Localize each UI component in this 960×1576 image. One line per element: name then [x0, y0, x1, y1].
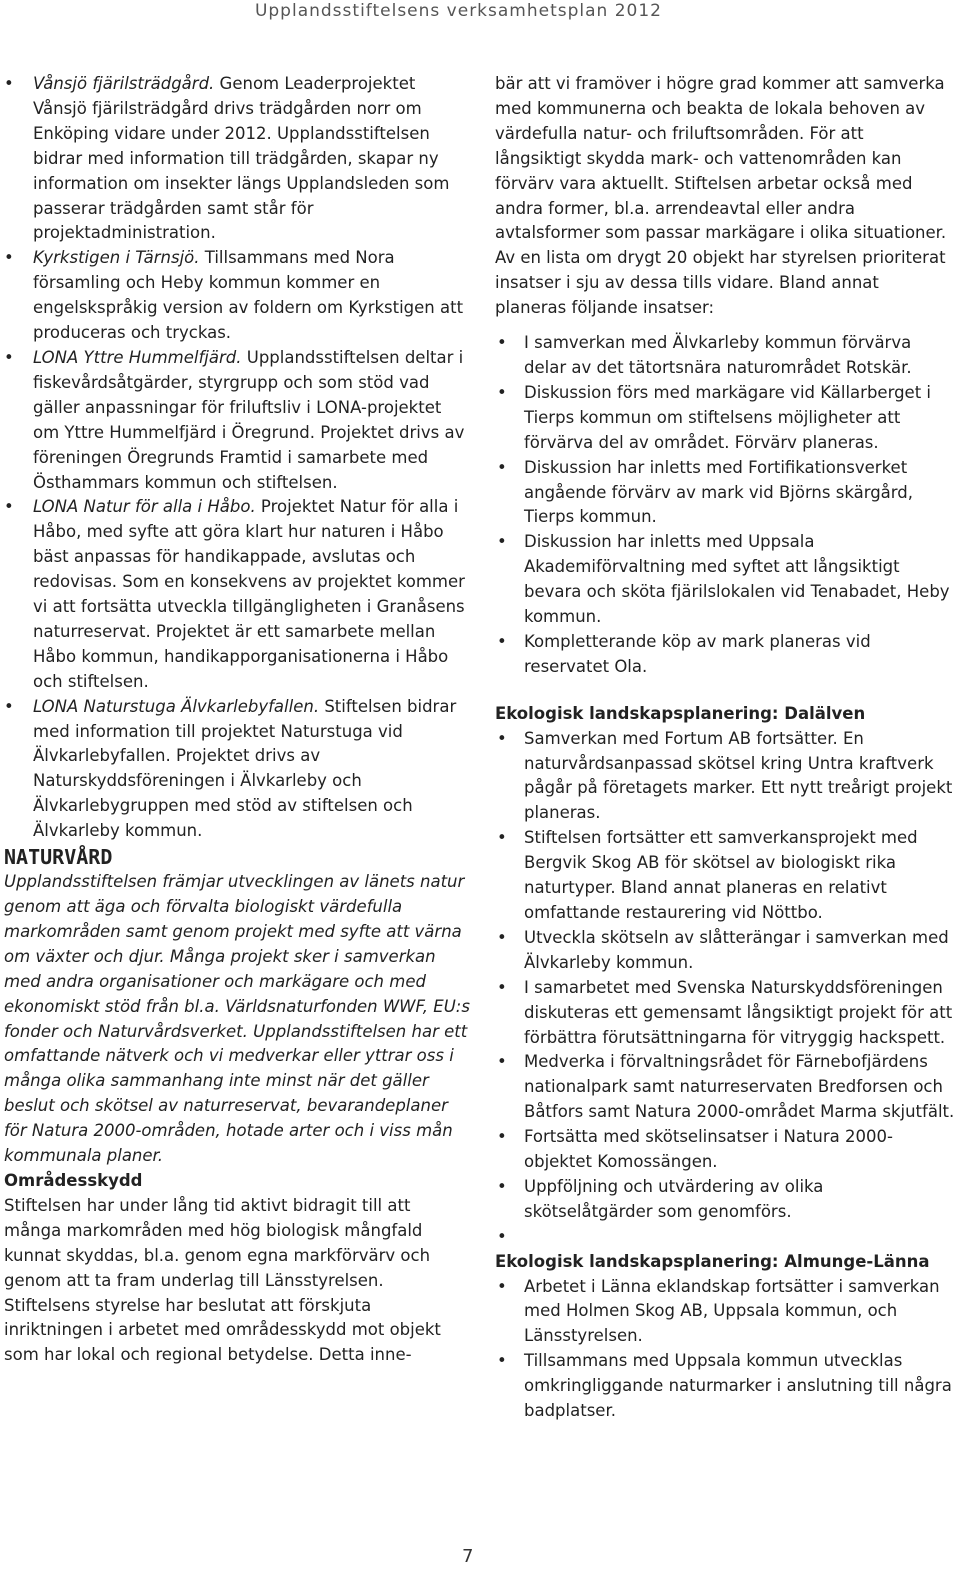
bullet-text: Stiftelsen bidrar med information till projektet Naturstuga vid Älvkarlebyfallen. Projektet drivs av Naturskyddsföreningen i Älvkarleby och Älvkarlebygruppen med stöd av stiftelsen och Älvkarleby kommun.: [33, 696, 457, 841]
bullet-text: Projektet Natur för alla i Håbo, med syfte att göra klart hur naturen i Håbo bäst anpassas för handikappade, avslutas och redovisas. Som en konsekvens av projektet kommer vi att fortsätta utveckla tillgängligheten i Granåsens naturreservat. Projektet är ett samarbete mellan Håbo kommun, handikapporganisationerna i Håbo och stiftelsen.: [33, 497, 465, 691]
bullet-lead: Kyrkstigen i Tärnsjö.: [33, 248, 200, 268]
right-column: [495, 72, 955, 1424]
list-item: • Fortsätta med skötselinsatser i Natura 2000-objektet Komossängen.: [495, 1125, 955, 1175]
list-item: • Utveckla skötseln av slåtterängar i samverkan med Älvkarleby kommun.: [495, 926, 955, 976]
list-item: • Diskussion har inletts med Fortifikationsverket angående förvärv av mark vid Björns skärgård, Tierps kommun.: [495, 456, 955, 531]
list-item: • I samverkan med Älvkarleby kommun förvärva delar av det tätortsnära naturområdet Rotskär.: [495, 331, 955, 381]
list-item: • Stiftelsen fortsätter ett samverkansprojekt med Bergvik Skog AB för skötsel av biologiskt rika naturtyper. Bland annat planeras en relativt omfattande restaurering vid Nöttbo.: [495, 826, 955, 926]
bullet-text: Tillsammans med Nora församling och Heby kommun kommer en engelskspråkig version av foldern om Kyrkstigen att produceras och tryckas.: [33, 248, 464, 343]
bullet-lead: Vånsjö fjärilsträdgård.: [33, 74, 215, 93]
bullet-text: Genom Leaderprojektet Vånsjö fjärilsträdgård drivs trädgården norr om Enköping vidare under 2012. Upplandsstiftelsen bidrar med information till trädgården, skapar ny information om insekter längs Upplandsleden som passerar trädgården samt står för projektadministration.: [33, 74, 450, 243]
list-item: [495, 1225, 955, 1250]
project-list: [4, 72, 472, 844]
list-item: [4, 72, 472, 246]
list-item: • Medverka i förvaltningsrådet för Färnebofjärdens nationalpark samt naturreservaten Bredforsen och Båtfors samt Natura 2000-området Marma skjutfält.: [495, 1050, 955, 1125]
page-number: 7: [462, 1546, 474, 1567]
list-item: • Samverkan med Fortum AB fortsätter. En naturvårdsanpassad skötsel kring Untra kraftverk pågår på företagets marker. Ett nytt treårigt projekt planeras.: [495, 727, 955, 827]
list-item: • Diskussion förs med markägare vid Källarberget i Tierps kommun om stiftelsens möjligheter att förvärva del av området. Förvärv planeras.: [495, 381, 955, 456]
list-item: [4, 246, 472, 346]
list-item: • I samarbetet med Svenska Naturskyddsföreningen diskuteras ett gemensamt långsiktigt projekt för att förbättra förutsättningarna för vitryggig hackspett.: [495, 976, 955, 1051]
running-header: Upplandsstiftelsens verksamhetsplan 2012: [254, 1, 662, 21]
list-item: [4, 695, 472, 844]
left-column: [4, 72, 472, 1368]
bullet-text: Upplandsstiftelsen deltar i fiskevårdsåtgärder, styrgrupp och som stöd vad gäller anpassningar för friluftsliv i LONA-projektet om Yttre Hummelfjärd i Öregrund. Projektet drivs av föreningen Öregrunds Framtid i samarbete med Östhammars kommun och stiftelsen.: [33, 347, 465, 492]
subheading-omradesskydd: Områdesskydd: [4, 1170, 143, 1190]
bullet-lead: LONA Naturstuga Älvkarlebyfallen.: [33, 696, 320, 716]
subheading-dalalven: Ekologisk landskapsplanering: Dalälven: [495, 703, 866, 723]
body-paragraph: Stiftelsen har under lång tid aktivt bidragit till att många markområden med hög biologisk mångfald kunnat skyddas, bl.a. genom egna markförvärv och genom att ta fram underlag till Länsstyrelsen. Stiftelsens styrelse har beslutat att förskjuta inriktningen i arbetet med områdesskydd mot objekt som har lokal och regional betydelse. Detta inne-: [4, 1195, 441, 1365]
dalalven-list: [495, 727, 955, 1250]
list-item: • Diskussion har inletts med Uppsala Akademiförvaltning med syftet att långsiktigt bevara och sköta fjärilslokalen vid Tenabadet, Heby kommun.: [495, 530, 955, 630]
planned-actions-list: [495, 331, 955, 680]
bullet-lead: LONA Yttre Hummelfjärd.: [33, 347, 242, 367]
body-paragraph: bär att vi framöver i högre grad kommer att samverka med kommunerna och beakta de lokala behoven av värdefulla natur- och friluftsområden. För att långsiktigt skydda mark- och vattenområden kan förvärv vara aktuellt. Stiftelsen arbetar också med andra former, bl.a. arrendeavtal eller andra avtalsformer som passar markägare i olika situationer. Av en lista om drygt 20 objekt har styrelsen prioriterat insatser i sju av dessa tills vidare. Bland annat planeras följande insatser:: [495, 74, 947, 318]
subheading-almunge-lanna: Ekologisk landskapsplanering: Almunge-Länna: [495, 1251, 930, 1271]
almunge-lanna-list: [495, 1275, 955, 1424]
list-item: • Uppföljning och utvärdering av olika skötselåtgärder som genomförs.: [495, 1175, 955, 1225]
list-item: [4, 495, 472, 694]
section-heading-naturvard: NATURVÅRD: [4, 845, 113, 870]
list-item: [4, 346, 472, 495]
list-item: • Tillsammans med Uppsala kommun utvecklas omkringliggande naturmarker i anslutning till några badplatser.: [495, 1349, 955, 1424]
list-item: • Kompletterande köp av mark planeras vid reservatet Ola.: [495, 630, 955, 680]
section-intro: Upplandsstiftelsen främjar utvecklingen av länets natur genom att äga och förvalta biologiskt värdefulla markområden samt genom projekt med syfte att värna om växter och djur. Många projekt sker i samverkan med andra organisationer och markägare och med ekonomiskt stöd från bl.a. Världsnaturfonden WWF, EU:s fonder och Naturvårdsverket. Upplandsstiftelsen har ett omfattande nätverk och vi medverkar eller yttrar oss i många olika sammanhang inte minst när det gäller beslut och skötsel av naturreservat, bevarandeplaner för Natura 2000-områden, hotade arter och i viss mån kommunala planer.: [4, 872, 470, 1166]
bullet-lead: LONA Natur för alla i Håbo.: [33, 497, 256, 517]
list-item: • Arbetet i Länna eklandskap fortsätter i samverkan med Holmen Skog AB, Uppsala kommun, och Länsstyrelsen.: [495, 1275, 955, 1350]
